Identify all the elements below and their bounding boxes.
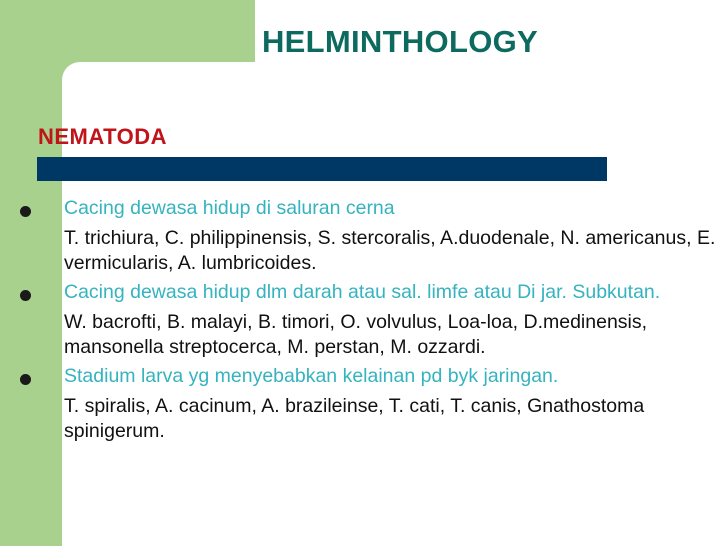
bullet-icon [20,206,31,217]
bullet-text: Cacing dewasa hidup di saluran cerna [64,197,395,219]
slide-title: HELMINTHOLOGY [262,24,538,59]
divider-bar [37,157,607,181]
bullet-icon [20,290,31,301]
species-list: T. spiralis, A. cacinum, A. brazileinse, T. cati, T. canis, Gnathostoma spinigerum. [64,395,645,442]
species-list: T. trichiura, C. philippinensis, S. stercoralis, A.duodenale, N. americanus, E. vermicularis, A. lumbricoides. [64,227,716,274]
list-item [20,280,720,305]
section-heading: NEMATODA [38,124,168,149]
species-list: W. bacrofti, B. malayi, B. timori, O. volvulus, Loa-loa, D.medinensis, mansonella streptocerca, M. perstan, M. ozzardi. [64,311,648,358]
list-item [20,364,720,389]
list-item [20,196,720,221]
bullet-icon [20,374,31,385]
bullet-text: Cacing dewasa hidup dlm darah atau sal. limfe atau Di jar. Subkutan. [64,281,661,303]
bullet-list [20,196,720,444]
bullet-text: Stadium larva yg menyebabkan kelainan pd byk jaringan. [64,365,559,387]
